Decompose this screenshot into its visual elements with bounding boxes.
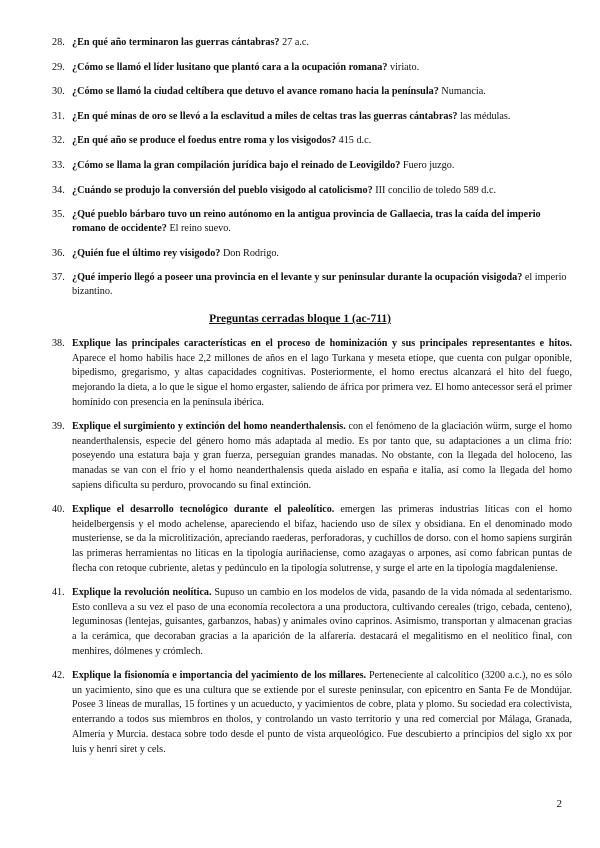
question-text: ¿En qué año terminaron las guerras cántabras?: [72, 37, 280, 48]
item-number: 30.: [52, 86, 65, 98]
list-item: [52, 337, 572, 411]
answer-text: viriato.: [387, 61, 420, 73]
page-number: 2: [556, 798, 562, 810]
question-text: ¿Cómo se llamó la ciudad celtíbera que detuvo el avance romano hacia la península?: [72, 86, 439, 98]
list-item: [52, 669, 572, 757]
list-item: [52, 208, 572, 236]
list-item: [52, 36, 572, 50]
item-number: 32.: [52, 135, 65, 147]
list-item: [52, 420, 572, 494]
answer-text: Numancia.: [438, 86, 486, 98]
item-number: 39.: [52, 421, 65, 433]
question-text: Explique la fisionomía e importancia del yacimiento de los millares.: [72, 670, 367, 682]
section-heading: Preguntas cerradas bloque 1 (ac-711): [209, 313, 391, 325]
item-number: 38.: [52, 338, 65, 349]
list-item: [52, 85, 572, 99]
question-text: Explique la revolución neolítica.: [72, 587, 212, 599]
answer-text: Perteneciente al calcolítico (3200 a.c.), no es sólo un yacimiento, sino que es una cultura que se extiende por el sureste peninsular, con epicentro en Santa Fe de Mondújar. Posee 3 líneas de murallas, 15 fortines y un acueducto, y yacimientos de cobre, plata y plomo. Su sociedad era colectivista, enterrando a todos sus miembros en tholos, y controlando un vasto territorio y una red comercial por Málaga, Granada, Almería y Murcia. destaca sobre todo desde el punto de vista arqueológico. Fue descubierto a principios del siglo xx por luis y henri siret y cels.: [72, 670, 572, 755]
list-item: [52, 271, 572, 299]
question-text: ¿Cómo se llamó el líder lusitano que plantó cara a la ocupación romana?: [72, 61, 388, 73]
item-number: 29.: [52, 61, 65, 73]
item-number: 42.: [52, 670, 65, 682]
list-item: [52, 247, 572, 261]
item-number: 31.: [52, 110, 65, 122]
answer-text: Fuero juzgo.: [400, 159, 455, 171]
item-number: 28.: [52, 37, 65, 48]
list-item: [52, 586, 572, 660]
answer-text: Aparece el homo habilis hace 2,2 millones de años en el lago Turkana y meseta etíope, que cuenta con pulgar oponible, bipedismo, gregarismo, y altas capacidades cognitivas. Posteriormente, el homo erectus alcanzará el hito del fuego, mejorando la dieta, a lo que le sigue el homo ergaster, saliendo de áfrica por primera vez. El homo antecessor será el primer homínido con presencia en la península ibérica.: [72, 352, 572, 408]
list-item: [52, 110, 572, 124]
answer-text: III concilio de toledo 589 d.c.: [372, 184, 497, 196]
open-questions-list: [52, 337, 572, 767]
question-text: ¿En qué año se produce el foedus entre roma y los visigodos?: [72, 135, 337, 147]
item-number: 34.: [52, 184, 65, 196]
list-item: [52, 184, 572, 198]
answer-text: Supuso un cambio en los modelos de vida, pasando de la vida nómada al sedentarismo. Esto conlleva a su vez el paso de una economía recolectora a una productora, cultivando cereales (trigo, cebada, centeno), leguminosas (lentejas, guisantes, garbanzos, habas) y animales ovino caprinos. Asimismo, transportan y almacenan gracias a la cerámica, que decoraban gracias a la aparición de la alfarería. destacará el megalitismo en el neolítico final, con menhires, dólmenes y crómlech.: [72, 587, 572, 657]
item-number: 40.: [52, 504, 65, 516]
item-number: 35.: [52, 209, 65, 221]
answer-text: 27 a.c.: [279, 37, 309, 48]
answer-text: emergen las primeras industrias líticas con el homo heidelbergensis y el modo achelense, apareciendo el bifaz, haciendo uso de sílex y obsidiana. En el denominado modo musteriense, se da la microlitización, apreciando raederas, perforadoras, y cuchillos de dorso. con el homo sapiens surgirán las primeras herramientas no líticas en la tipología auriñaciense, como azagayas o arpones, así como fabrican puntas de flecha con retoque cubriente, aletas y pedúnculo en la tipología solutrense, y surge el arte en la tipología magdaleniense.: [72, 504, 572, 574]
item-number: 37.: [52, 272, 65, 284]
list-item: [52, 503, 572, 577]
answer-text: Don Rodrigo.: [220, 247, 279, 259]
question-text: Explique las principales características en el proceso de hominización y sus principales representantes e hitos.: [72, 338, 572, 349]
item-number: 36.: [52, 247, 65, 259]
question-text: ¿Cuándo se produjo la conversión del pueblo visigodo al catolicismo?: [72, 184, 373, 196]
answer-text: las médulas.: [457, 110, 511, 122]
answer-text: con el fenómeno de la glaciación würm, surge el homo neanderthalensis, especie del género homo más adaptada al medio. Es por tanto que, su adaptaciones a un clima frío: poseyendo una estatura baja y gran fuerza, perseguían grandes manadas. No obstante, con la llegada del holoceno, las manadas se van con el frío y el homo neanderthalensis queda aislado en españa e italia, así como la llegada del homo sapiens dificulta su perduro, provocando su final extinción.: [72, 421, 572, 491]
answer-text: El reino suevo.: [166, 223, 231, 235]
item-number: 41.: [52, 587, 65, 599]
list-item: [52, 134, 572, 148]
question-text: ¿Cómo se llama la gran compilación jurídica bajo el reinado de Leovigildo?: [72, 159, 401, 171]
question-text: ¿Quién fue el último rey visigodo?: [72, 247, 221, 259]
question-text: ¿Qué imperio llegó a poseer una provincia en el levante y sur peninsular durante la ocupación visigoda?: [72, 272, 523, 284]
question-text: ¿En qué minas de oro se llevó a la esclavitud a miles de celtas tras las guerras cántabras?: [72, 110, 458, 122]
list-item: [52, 159, 572, 173]
question-text: Explique el surgimiento y extinción del homo neanderthalensis.: [72, 421, 346, 433]
item-number: 33.: [52, 159, 65, 171]
answer-text: 415 d.c.: [336, 135, 372, 147]
answer-text: el imperio bizantino.: [72, 272, 567, 298]
question-text: Explique el desarrollo tecnológico durante el paleolítico.: [72, 504, 335, 516]
question-text: ¿Qué pueblo bárbaro tuvo un reino autónomo en la antigua provincia de Gallaecia, tras la caída del imperio romano de occidente?: [72, 209, 541, 235]
closed-questions-list: [52, 36, 572, 310]
list-item: [52, 61, 572, 75]
